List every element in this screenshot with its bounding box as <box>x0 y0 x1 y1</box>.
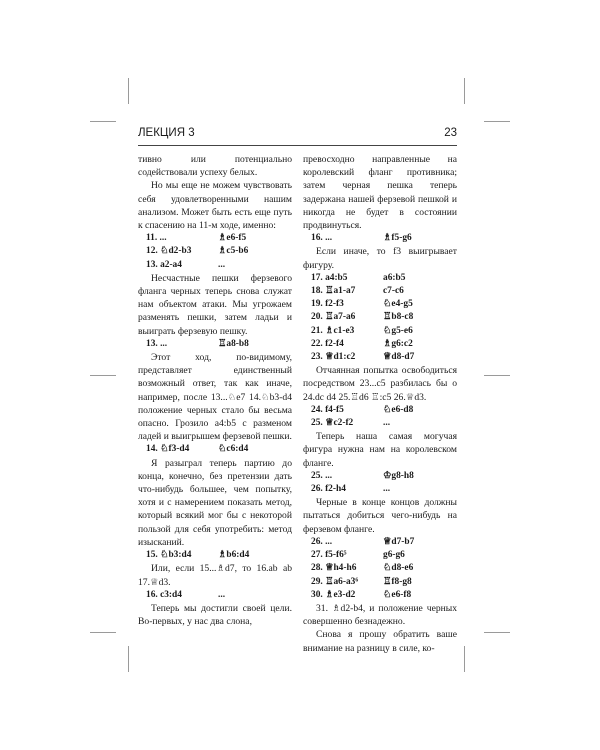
black-move: ... <box>383 484 391 495</box>
running-header <box>138 127 457 145</box>
move-line <box>303 351 457 364</box>
move-line <box>138 338 292 351</box>
white-move: 27. f5-f6⁵ <box>311 550 347 561</box>
crop-mark <box>90 375 116 376</box>
paragraph: Снова я прошу обратить ваше внимание на разницу в силе, ко- <box>303 629 457 654</box>
black-move: ♖a8-b8 <box>218 338 249 349</box>
white-move: 26. ... <box>311 536 333 547</box>
white-move: 13. ... <box>146 338 168 349</box>
black-move: ♘c6:d4 <box>218 444 249 455</box>
paragraph: тивно или потенциально содействовали успеху белых. <box>138 154 292 179</box>
move-line <box>303 325 457 338</box>
white-move: 18. ♖a1-a7 <box>311 286 356 297</box>
move-line <box>138 259 292 272</box>
crop-mark <box>464 78 465 104</box>
move-line <box>303 232 457 245</box>
crop-mark <box>484 375 510 376</box>
black-move: ♗f5-g6 <box>383 233 412 244</box>
black-move: ♖f8-g8 <box>383 576 412 587</box>
move-line <box>303 470 457 483</box>
move-line <box>303 536 457 549</box>
page-number: 23 <box>444 127 457 139</box>
black-move: ... <box>218 259 226 270</box>
black-move: ♗c5-b6 <box>218 246 249 257</box>
paragraph: Теперь мы достигли своей цели. Во-первых, у нас два слона, <box>138 602 292 628</box>
white-move: 29. ♖a6-a3⁶ <box>311 576 359 587</box>
black-move: ♘e4-g5 <box>383 299 413 310</box>
white-move: 23. ♕d1:c2 <box>311 352 356 363</box>
move-line <box>303 338 457 351</box>
move-line <box>303 417 457 430</box>
paragraph: Если иначе, то f3 выигрывает фигуру. <box>303 246 457 271</box>
paragraph: Отчаянная попытка освободиться посредством 23...c5 разбилась бы о 24.dc d4 25.♖d6 ♖:c5 26.♕d3. <box>303 365 457 403</box>
white-move: 14. ♘f3-d4 <box>146 444 190 455</box>
paragraph: Теперь наша самая могучая фигура нужна нам на королевском фланге. <box>303 431 457 469</box>
white-move: 17. a4:b5 <box>311 272 348 283</box>
white-move: 25. ... <box>311 470 333 481</box>
black-move: ♖b8-c8 <box>383 312 414 323</box>
black-move: a6:b5 <box>383 272 406 283</box>
paragraph: Черные в конце концов должны пытаться добиться чего-нибудь на ферзевом фланге. <box>303 497 457 535</box>
black-move: ♘d8-e6 <box>383 563 414 574</box>
header-rule <box>138 145 457 146</box>
paragraph: 31. ♗d2-b4, и положение черных совершенно безнадежно. <box>303 602 457 628</box>
move-line <box>303 549 457 562</box>
move-line <box>138 589 292 602</box>
paragraph: Несчастные пешки ферзевого фланга черных теперь снова служат нам объектом атаки. Мы угрожаем разменять пешки, затем ладьи и выиграть ферзевую пешку. <box>138 272 292 337</box>
white-move: 22. f2-f4 <box>311 338 344 349</box>
right-text-column <box>303 153 457 655</box>
black-move: ♕d7-b7 <box>383 536 415 547</box>
black-move: ♔g8-h8 <box>383 470 414 481</box>
black-move: ♘e6-f8 <box>383 589 412 600</box>
move-line <box>303 298 457 311</box>
paragraph: Я разыграл теперь партию до конца, конечно, без претензии дать что-нибудь большее, чем попытку, хотя и с намерением показать метод, который всякий мог бы с некоторой пользой для себя употребить: метод изысканий. <box>138 457 292 548</box>
paragraph: Этот ход, по-видимому, представляет единственный возможный ответ, так как иначе, например, после 13...♘e7 14.♘b3-d4 положение черных стало бы весьма опасно. Грозило a4:b5 с разменом ладей и выигрышем ферзевой пешки. <box>138 352 292 443</box>
crop-mark <box>484 632 510 633</box>
black-move: ... <box>218 589 226 600</box>
white-move: 11. ... <box>146 233 167 244</box>
move-line <box>303 562 457 575</box>
move-line <box>303 483 457 496</box>
left-text-column <box>138 153 292 628</box>
crop-mark <box>90 632 116 633</box>
white-move: 13. a2-a4 <box>146 259 182 270</box>
white-move: 30. ♗e3-d2 <box>311 589 356 600</box>
white-move: 16. ... <box>311 233 333 244</box>
white-move: 26. f2-h4 <box>311 484 346 495</box>
black-move: c7-c6 <box>383 286 404 297</box>
move-line <box>303 272 457 285</box>
white-move: 12. ♘d2-b3 <box>146 246 192 257</box>
white-move: 21. ♗c1-e3 <box>311 325 355 336</box>
crop-mark <box>90 121 116 122</box>
paragraph: Но мы еще не можем чувствовать себя удовлетворенными нашим анализом. Может быть есть еще путь к спасению на 11-м ходе, именно: <box>138 180 292 232</box>
white-move: 24. f4-f5 <box>311 404 344 415</box>
black-move: ♗b6:d4 <box>218 550 250 561</box>
black-move: ♘g5-e6 <box>383 325 413 336</box>
white-move: 19. f2-f3 <box>311 299 344 310</box>
move-line <box>138 232 292 245</box>
black-move: ♕d8-d7 <box>383 352 415 363</box>
black-move: ♘e6-d8 <box>383 404 414 415</box>
crop-mark <box>464 646 465 672</box>
black-move: g6-g6 <box>383 550 405 561</box>
black-move: ♗e6-f5 <box>218 233 247 244</box>
paragraph: превосходно направленные на королевский фланг противника; затем черная пешка теперь задержана нашей ферзевой пешкой и никогда не будет в состоянии продвинуться. <box>303 154 457 232</box>
crop-mark <box>484 121 510 122</box>
move-line <box>303 311 457 324</box>
paragraph: Или, если 15...♗d7, то 16.ab ab 17.♕d3. <box>138 563 292 588</box>
black-move: ♗g6:c2 <box>383 338 413 349</box>
white-move: 28. ♕h4-h6 <box>311 563 357 574</box>
move-line <box>138 549 292 562</box>
chapter-title: ЛЕКЦИЯ 3 <box>138 127 195 139</box>
move-line <box>303 576 457 589</box>
move-line <box>138 443 292 456</box>
white-move: 16. c3:d4 <box>146 589 182 600</box>
white-move: 25. ♕c2-f2 <box>311 418 354 429</box>
white-move: 15. ♘b3:d4 <box>146 550 192 561</box>
crop-mark <box>128 78 129 104</box>
crop-mark <box>128 646 129 672</box>
move-line <box>303 589 457 602</box>
move-line <box>138 245 292 258</box>
move-line <box>303 404 457 417</box>
white-move: 20. ♖a7-a6 <box>311 312 356 323</box>
black-move: ... <box>383 418 391 429</box>
move-line <box>303 285 457 298</box>
